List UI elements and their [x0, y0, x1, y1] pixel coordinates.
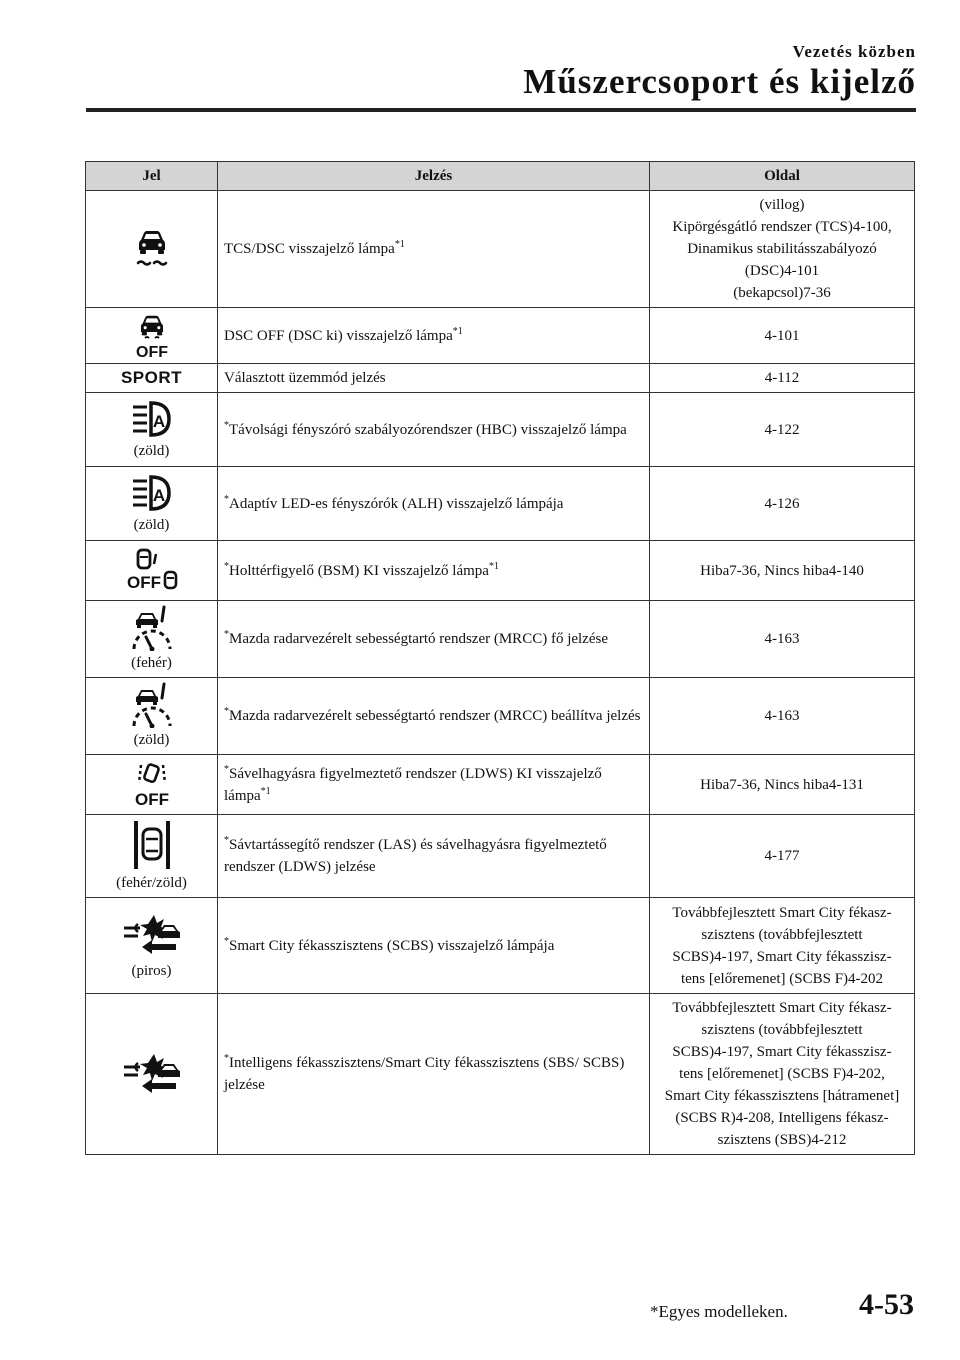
indication-cell: *Adaptív LED-es fényszórók (ALH) visszajelző lámpája: [218, 467, 650, 541]
mrcc-green-icon: [124, 682, 180, 728]
tcs-dsc-icon: [125, 227, 179, 271]
page-number: 4-53: [859, 1288, 914, 1321]
color-note: (zöld): [133, 516, 170, 533]
table-row: [86, 678, 915, 755]
page-cell: Továbbfejlesztett Smart City fékasz- szisztens (továbbfejlesztett SCBS)4-197, Smart City fékasszisz- tens [előremenet] (SCBS F)4-202, Smart City fékasszisztens [hátramenet] (SCBS R)4-208, Intelligens fékasz- szisztens (SBS)4-212: [650, 994, 915, 1155]
table-row: [86, 755, 915, 815]
indication-cell: *Smart City fékasszisztens (SCBS) visszajelző lámpája: [218, 898, 650, 994]
symbol-cell: [86, 815, 218, 898]
table-row: [86, 898, 915, 994]
table-header-row: [86, 162, 915, 191]
symbol-cell: [86, 541, 218, 601]
symbol-cell: [86, 393, 218, 467]
column-header-jel: Jel: [86, 162, 218, 191]
table-row: [86, 393, 915, 467]
page-cell: Hiba7-36, Nincs hiba4-131: [650, 755, 915, 815]
symbol-cell: [86, 755, 218, 815]
symbol-cell: [86, 467, 218, 541]
table-row: [86, 467, 915, 541]
header-rule: [86, 108, 916, 112]
color-note: (fehér/zöld): [116, 875, 187, 891]
symbol-cell: [86, 678, 218, 755]
symbol-cell: [86, 601, 218, 678]
svg-text:OFF: OFF: [134, 789, 169, 809]
indication-cell: *Intelligens fékasszisztens/Smart City fékasszisztens (SBS/ SCBS) jelzése: [218, 994, 650, 1155]
indication-cell: *Távolsági fényszóró szabályozórendszer (HBC) visszajelző lámpa: [218, 393, 650, 467]
indication-cell: *Holttérfigyelő (BSM) KI visszajelző lámpa$^{*1}$: [218, 541, 650, 601]
dsc-off-icon: [125, 313, 179, 359]
color-note: (fehér): [131, 655, 172, 671]
hbc-icon: [131, 399, 173, 439]
symbol-cell: [86, 191, 218, 308]
page-cell: 4-101: [650, 308, 915, 364]
symbol-cell: [86, 364, 218, 393]
page-cell: 4-112: [650, 364, 915, 393]
mrcc-white-icon: [124, 605, 180, 651]
symbol-cell: [86, 898, 218, 994]
svg-text:OFF: OFF: [135, 343, 168, 359]
indication-cell: *Mazda radarvezérelt sebességtartó rendszer (MRCC) fő jelzése: [218, 601, 650, 678]
column-header-oldal: Oldal: [650, 162, 915, 191]
indication-cell: *Sávtartássegítő rendszer (LAS) és sávelhagyásra figyelmeztető rendszer (LDWS) jelzése: [218, 815, 650, 898]
page-cell: 4-126: [650, 467, 915, 541]
scbs-icon: [120, 911, 184, 959]
sbs-icon: [120, 1050, 184, 1098]
table-row: [86, 308, 915, 364]
header-subtitle: Vezetés közben: [792, 42, 916, 61]
color-note: (zöld): [133, 732, 170, 748]
table-row: [86, 994, 915, 1155]
table-row: [86, 191, 915, 308]
sport-mode-icon: SPORT: [120, 367, 183, 387]
page-cell: (villog) Kipörgésgátló rendszer (TCS)4-100, Dinamikus stabilitásszabályozó (DSC)4-101 (bekapcsol)7-36: [650, 191, 915, 308]
bsm-off-icon: [122, 548, 182, 594]
table-row: [86, 601, 915, 678]
las-icon: [130, 819, 174, 871]
indication-cell: *Mazda radarvezérelt sebességtartó rendszer (MRCC) beállítva jelzés: [218, 678, 650, 755]
indication-cell: Választott üzemmód jelzés: [218, 364, 650, 393]
indicator-table: [85, 161, 915, 1155]
color-note: (zöld): [133, 442, 170, 459]
color-note: (piros): [131, 962, 172, 979]
table-row: [86, 364, 915, 393]
indication-cell: TCS/DSC visszajelző lámpa$^{*1}$: [218, 191, 650, 308]
page-cell: Továbbfejlesztett Smart City fékasz- szisztens (továbbfejlesztett SCBS)4-197, Smart City fékasszisz- tens [előremenet] (SCBS F)4-202: [650, 898, 915, 994]
svg-text:OFF: OFF: [126, 572, 161, 592]
alh-icon: [131, 473, 173, 513]
page-cell: Hiba7-36, Nincs hiba4-140: [650, 541, 915, 601]
page-title: Műszercsoport és kijelző: [523, 62, 916, 101]
indication-cell: DSC OFF (DSC ki) visszajelző lámpa$^{*1}$: [218, 308, 650, 364]
page-cell: 4-122: [650, 393, 915, 467]
page-cell: 4-163: [650, 678, 915, 755]
table-row: [86, 541, 915, 601]
ldws-off-icon: [127, 761, 177, 809]
indication-cell: *Sávelhagyásra figyelmeztető rendszer (LDWS) KI visszajelző lámpa$^{*1}$: [218, 755, 650, 815]
page-cell: 4-177: [650, 815, 915, 898]
footnote: *Egyes modelleken.: [650, 1302, 788, 1321]
table-row: [86, 815, 915, 898]
page-cell: 4-163: [650, 601, 915, 678]
symbol-cell: [86, 308, 218, 364]
symbol-cell: [86, 994, 218, 1155]
column-header-jelzes: Jelzés: [218, 162, 650, 191]
